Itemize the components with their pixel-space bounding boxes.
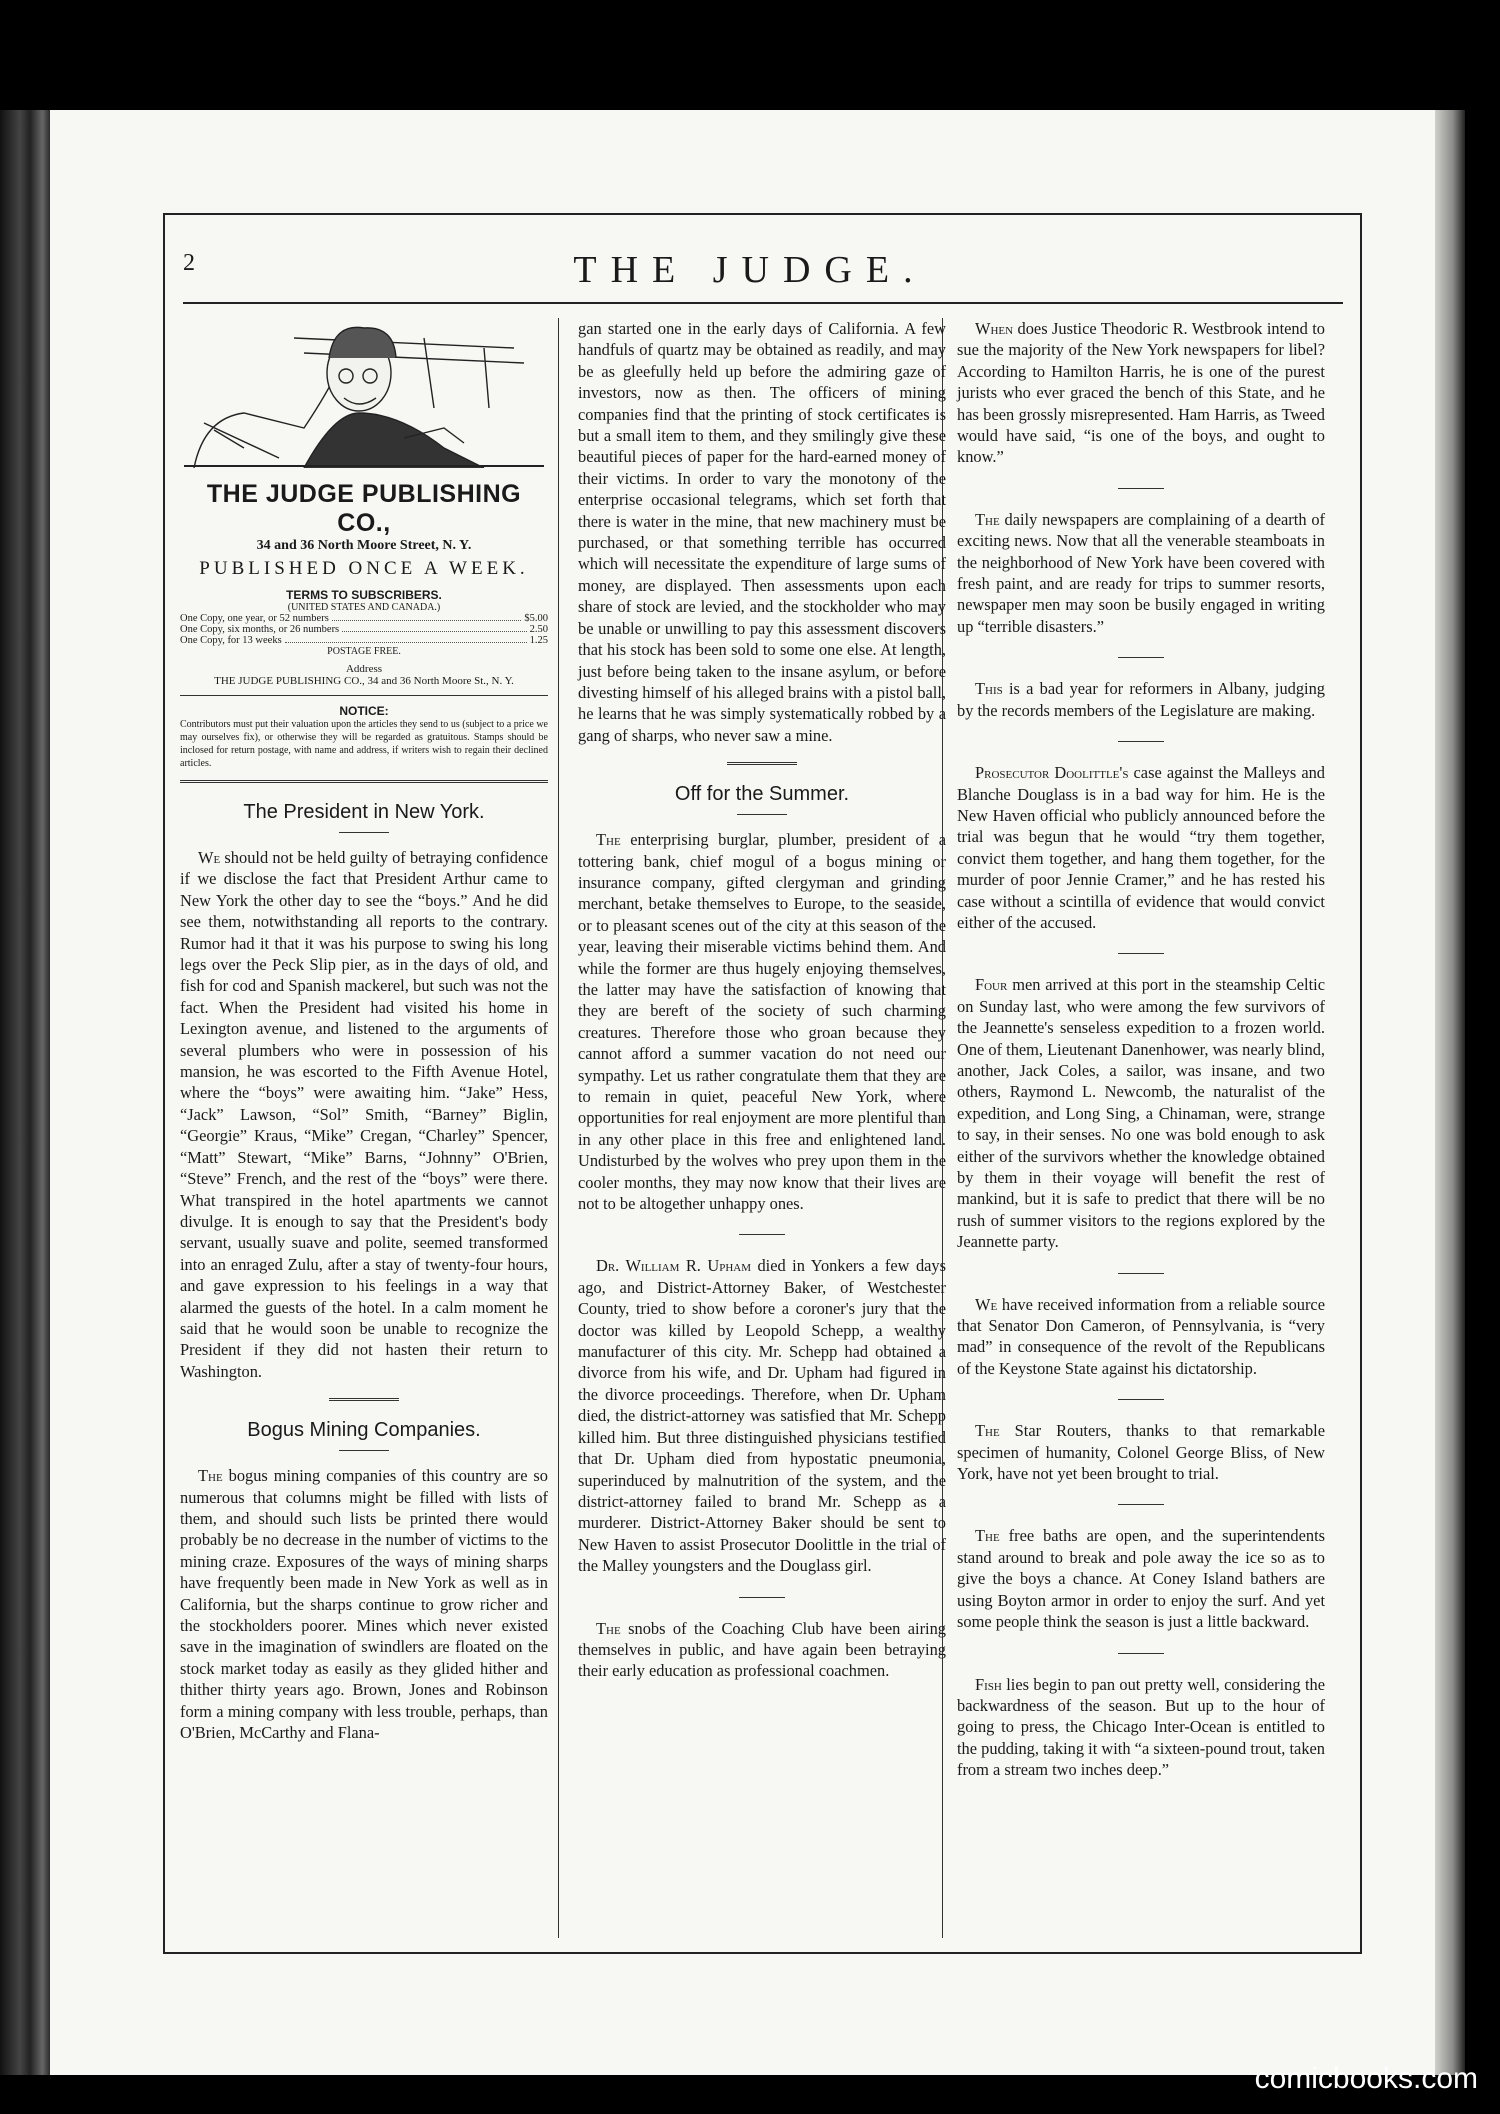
publisher-name: THE JUDGE PUBLISHING CO., [206, 480, 522, 537]
double-rule [329, 1398, 399, 1401]
article-paragraph: The free baths are open, and the superintendents stand around to break and pole away the ice so as to give the boys a chance. At Coney Island bathers are using Boyton armor in order to enjoy the surf. And yet some people think the season is just a little backward. [957, 1526, 1325, 1632]
divider [180, 780, 548, 783]
article-paragraph: This is a bad year for reformers in Albany, judging by the records members of the Legislature are making. [957, 679, 1325, 720]
double-rule [727, 762, 797, 765]
short-rule [339, 832, 389, 833]
article-paragraph: We have received information from a reliable source that Senator Don Cameron, of Pennsylvania, is “very mad” in consequence of the revolt of the Republicans of the Keystone State against his dictatorship. [957, 1294, 1325, 1378]
terms-region: (UNITED STATES AND CANADA.) [287, 602, 441, 613]
separator [739, 1234, 785, 1235]
publisher-address: 34 and 36 North Moore Street, N. Y. [256, 538, 472, 553]
article-paragraph: Fish lies begin to pan out pretty well, considering the backwardness of the season. But up to the hour of going to press, the Chicago Inter-Ocean is entitled to the pudding, taking it with “a sixteen-pound trout, taken from a stream two inches deep.” [957, 1674, 1325, 1780]
judge-illustration [184, 318, 544, 468]
book-spine [0, 110, 50, 2075]
notice-title: NOTICE: [339, 704, 389, 718]
separator [1118, 1504, 1164, 1505]
separator [1118, 1399, 1164, 1400]
short-rule [737, 814, 787, 815]
rate-line: One Copy, six months, or 26 numbers 2.50 [180, 624, 548, 635]
article-paragraph: gan started one in the early days of California. A few handfuls of quartz may be obtained as readily, and may be as gleefully held up before the admiring gaze of investors, now as then. The officers of mining companies find that the printing of stock certificates is but a small item to them, and they smilingly give these beautiful pieces of paper for the hard-earned money of their victims. In order to vary the monotony of the enterprise occasional telegrams, which set forth that there is water in the mine, that new machinery must be purchased, or that something terrible has occurred which will necessitate the expenditure of large sums of money, are displayed. Then assessments upon each share of stock are levied, and the stockholder who may be unable or unwilling to pay this assessment discovers that his stock has been sold to some one else. At length, just before being taken to the insane asylum, or before divesting himself of his alleged brains with a pistol ball, he learns that he was simply systematically robbed by a gang of sharps, who never saw a mine. [578, 319, 946, 745]
article-paragraph: The snobs of the Coaching Club have been airing themselves in public, and have again been betraying their early education as professional coachmen. [578, 1618, 946, 1681]
separator [1118, 657, 1164, 658]
address-label: Address [345, 663, 383, 675]
separator [1118, 1653, 1164, 1654]
masthead-rule [183, 302, 1343, 304]
rate-line: One Copy, one year, or 52 numbers $5.00 [180, 613, 548, 624]
separator [739, 1597, 785, 1598]
article-heading: Bogus Mining Companies. [247, 1419, 481, 1442]
separator [1118, 1273, 1164, 1274]
separator [1118, 953, 1164, 954]
page-edge [1435, 110, 1465, 2075]
article-paragraph: Dr. William R. Upham died in Yonkers a few days ago, and District-Attorney Baker, of Westchester County, tried to show before a coroner's jury that the doctor was killed by Leopold Schepp, a wealthy manufacturer of this city. Mr. Schepp had obtained a divorce from his wife, and Dr. Upham had figured in the divorce proceedings. Therefore, when Dr. Upham died, the district-attorney was satisfied that Mr. Schepp killed him. But three distinguished physicians testified that Dr. Upham died from hypostatic pneumonia, superinduced by malnutrition of the system, and the district-attorney failed to brand Mr. Schepp as a murderer. District-Attorney Baker should be sent to New Haven to assist Prosecutor Doolittle in the trial of the Malley youngsters and the Douglass girl. [578, 1256, 946, 1576]
short-rule [339, 1450, 389, 1451]
column-2 [578, 318, 946, 1682]
article-paragraph: The daily newspapers are complaining of a dearth of exciting news. Now that all the venerable steamboats in the neighborhood of New York have been covered with fresh paint, and are ready for trips to summer resorts, newspaper men may soon be busily engaged in writing up “terrible disasters.” [957, 509, 1325, 636]
article-paragraph: Four men arrived at this port in the steamship Celtic on Sunday last, who were among the few survivors of the Jeannette's senseless expedition to a frozen world. One of them, Lieutenant Danenhower, was nearly blind, another, Jack Coles, a sailor, was insane, and two others, Raymond L. Newcomb, the naturalist of the expedition, and Long Sing, a Chinaman, were, strange to say, in their senses. No one was bold enough to ask either of the survivors whether the knowledge obtained by them in their voyage will benefit the rest of mankind, but it is safe to predict that there will be no rush of summer visitors to the regions explored by the Jeannette party. [957, 975, 1326, 1252]
article-paragraph: We should not be held guilty of betraying confidence if we disclose the fact that President Arthur came to New York the other day to see the “boys.” And he did see them, notwithstanding all reports to the contrary. Rumor had it that it was his purpose to swing his long legs over the Peck Slip pier, as in the days of old, and fish for cod and Spanish mackerel, but such was not the fact. When the President had visited his home in Lexington avenue, and listened to the arguments of several plumbers who were in possession of his mansion, he was escorted to the Fifth Avenue Hotel, where the “boys” were awaiting him. “Jake” Hess, “Jack” Lawson, “Sol” Smith, “Barney” Biglin, “Georgie” Kraus, “Mike” Cregan, “Charley” Spencer, “Matt” Stewart, “Mike” Barns, “Johnny” O'Brien, “Steve” French, and the rest of the “boys” were there. What transpired in the hotel apartments we cannot divulge. It is enough to say that the President's body servant, usually suave and polite, seemed transformed into an enraged Zulu, after a stay of twenty-four hours, and gave expression to his feelings in a way that alarmed the guests of the hotel. In a calm moment he said that he would soon be unable to recognize the President if they did not hasten their return to Washington. [180, 848, 548, 1381]
site-watermark: comicbooks.com [1254, 2062, 1478, 2095]
rate-line: One Copy, for 13 weeks 1.25 [180, 635, 548, 646]
notice-text: Contributors must put their valuation upon the articles they send to us (subject to a price we may ourselves fix), or otherwise they will be regarded as gratuitous. Stamps should be inclosed for return postage, with name and address, if writers wish to regain their declined articles. [180, 719, 548, 769]
column-divider [558, 318, 559, 1938]
column-3 [957, 318, 1325, 1781]
article-heading: The President in New York. [243, 801, 485, 823]
page-number: 2 [183, 250, 195, 276]
article-paragraph: Prosecutor Doolittle's case against the Malleys and Blanche Douglass is in a bad way for him. He is the New Haven official who publicly announced before the trial was begun that he would “try them together, convict them together, and hang them together, for the murder of poor Jennie Cramer,” and he has rested his case without a scintilla of evidence that would convict either of the accused. [957, 763, 1325, 932]
article-paragraph: When does Justice Theodoric R. Westbrook intend to sue the majority of the New York newspapers for libel? According to Hamilton Harris, he is one of the purest jurists who ever graced the bench of this State, and he has been grossly misrepresented. Ham Harris, as Tweed would have said, “is one of the boys, and ought to know.” [957, 319, 1325, 467]
masthead-title: THE JUDGE. [573, 249, 927, 291]
article-heading: Off for the Summer. [674, 783, 850, 806]
column-1 [180, 318, 548, 1743]
postage-note: POSTAGE FREE. [327, 646, 401, 657]
article-paragraph: The enterprising burglar, plumber, president of a tottering bank, chief mogul of a bogus mining or insurance company, gifted clergyman and grinding merchant, betake themselves to Europe, to the seaside, or to pleasant scenes out of the city at this season of the year, leaving their miserable victims behind them. And while the former are thus hugely enjoying themselves, the latter may have the satisfaction of knowing that they are bereft of the society of such charming creatures. Therefore those who groan because they cannot afford a summer vacation do not need our sympathy. Let us rather congratulate them that they are to remain in quiet, peaceful New York, where opportunities for real enjoyment are more plentiful than in any other place in this free and enlightened land. Undisturbed by the wolves who prey upon them in the cooler months, they may now know that their lives are not to be altogether unhappy ones. [578, 830, 946, 1214]
article-paragraph: The Star Routers, thanks to that remarkable specimen of humanity, Colonel George Bliss, of New York, have not yet been brought to trial. [957, 1421, 1325, 1484]
publication-frequency: PUBLISHED ONCE A WEEK. [199, 558, 529, 579]
address-full: THE JUDGE PUBLISHING CO., 34 and 36 North Moore St., N. Y. [214, 675, 514, 687]
article-paragraph: The bogus mining companies of this country are so numerous that columns might be filled with lists of them, and should such lists be printed there would probably be no decrease in the number of victims to the mining craze. Exposures of the ways of mining sharps have frequently been made in New York as well as in California, but the sharps continue to grow richer and the stockholders poorer. Mines which never existed save in the imagination of swindlers are floated on the stock market today as easily as they glided hither and thither thirty years ago. Brown, Jones and Robinson form a mining company with less trouble, perhaps, than O'Brien, McCarthy and Flana- [180, 1466, 548, 1743]
divider [180, 695, 548, 696]
separator [1118, 488, 1164, 489]
terms-title: TERMS TO SUBSCRIBERS. [286, 588, 442, 602]
separator [1118, 741, 1164, 742]
